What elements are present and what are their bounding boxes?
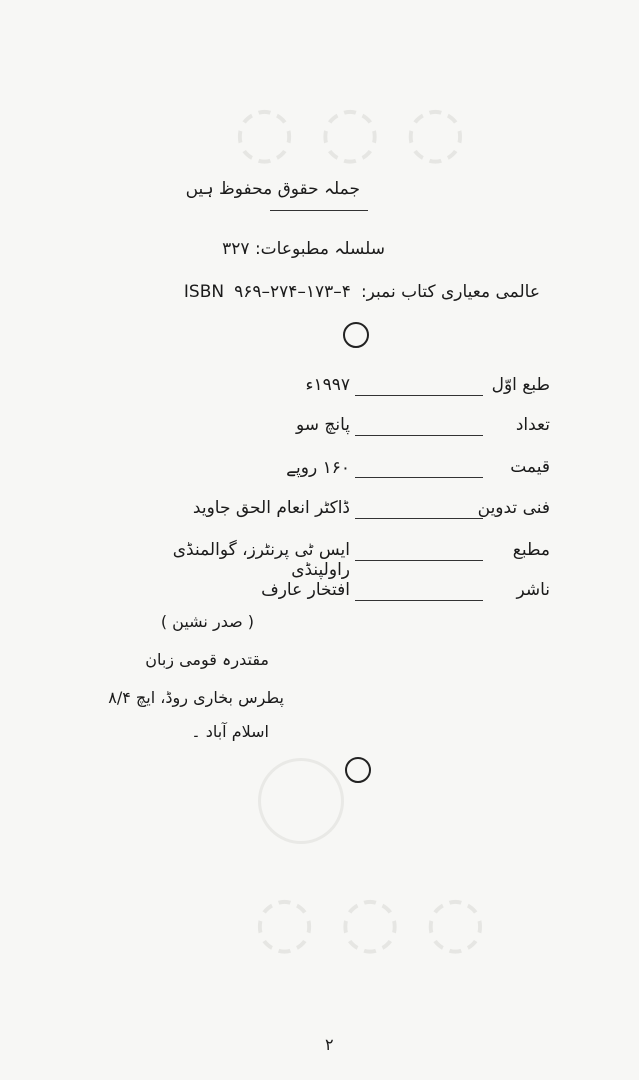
bleed-through-text: ◌ ◌ ◌ [234,90,466,172]
publisher-street: پطرس بخاری روڈ، ایچ ۸/۴ [108,688,284,707]
isbn-line [160,282,540,302]
detail-label: فنی تدوین [477,498,550,518]
detail-value: ۱۶۰ روپے [286,458,350,478]
detail-label: قیمت [510,457,550,477]
heading-underline [270,210,368,211]
detail-label: مطبع [512,540,550,560]
detail-value: ایس ٹی پرنٹرز، گوالمنڈی راولپنڈی [172,540,350,580]
bleed-through-seal [258,758,344,844]
dash-line [355,600,483,601]
isbn-digits: ۴–۱۷۳–۲۷۴–۹۶۹ [234,282,351,302]
dash-line [355,395,483,396]
detail-row [130,580,550,614]
copyright-heading: جملہ حقوق محفوظ ہیں [185,179,360,199]
circle-ornament [343,322,369,348]
publisher-role: ( صدر نشین ) [160,612,254,631]
isbn-label: عالمی معیاری کتاب نمبر: [360,282,540,302]
detail-value: ۱۹۹۷ء [305,375,350,395]
dash-line [355,477,483,478]
publisher-org: مقتدرہ قومی زبان [145,650,269,669]
series-number: سلسلہ مطبوعات: ۳۲۷ [222,239,385,259]
detail-row [130,457,550,491]
dash-line [355,560,483,561]
detail-value: پانچ سو [295,415,350,435]
detail-row [130,415,550,449]
detail-label: ناشر [516,580,550,600]
isbn-prefix: ISBN [183,282,225,302]
detail-value: افتخار عارف [261,580,350,600]
publisher-city: اسلام آباد ۔ [191,722,269,741]
page-number: ۲ [325,1035,334,1054]
bleed-through-text: ◌ ◌ ◌ [254,880,486,962]
detail-label: طبع اوّل [491,375,550,395]
detail-row [130,498,550,532]
detail-row [130,540,550,580]
detail-row [130,375,550,409]
detail-label: تعداد [515,415,550,435]
detail-value: ڈاکٹر انعام الحق جاوید [192,498,350,518]
dash-line [355,435,483,436]
dash-line [355,518,483,519]
circle-ornament [345,757,371,783]
